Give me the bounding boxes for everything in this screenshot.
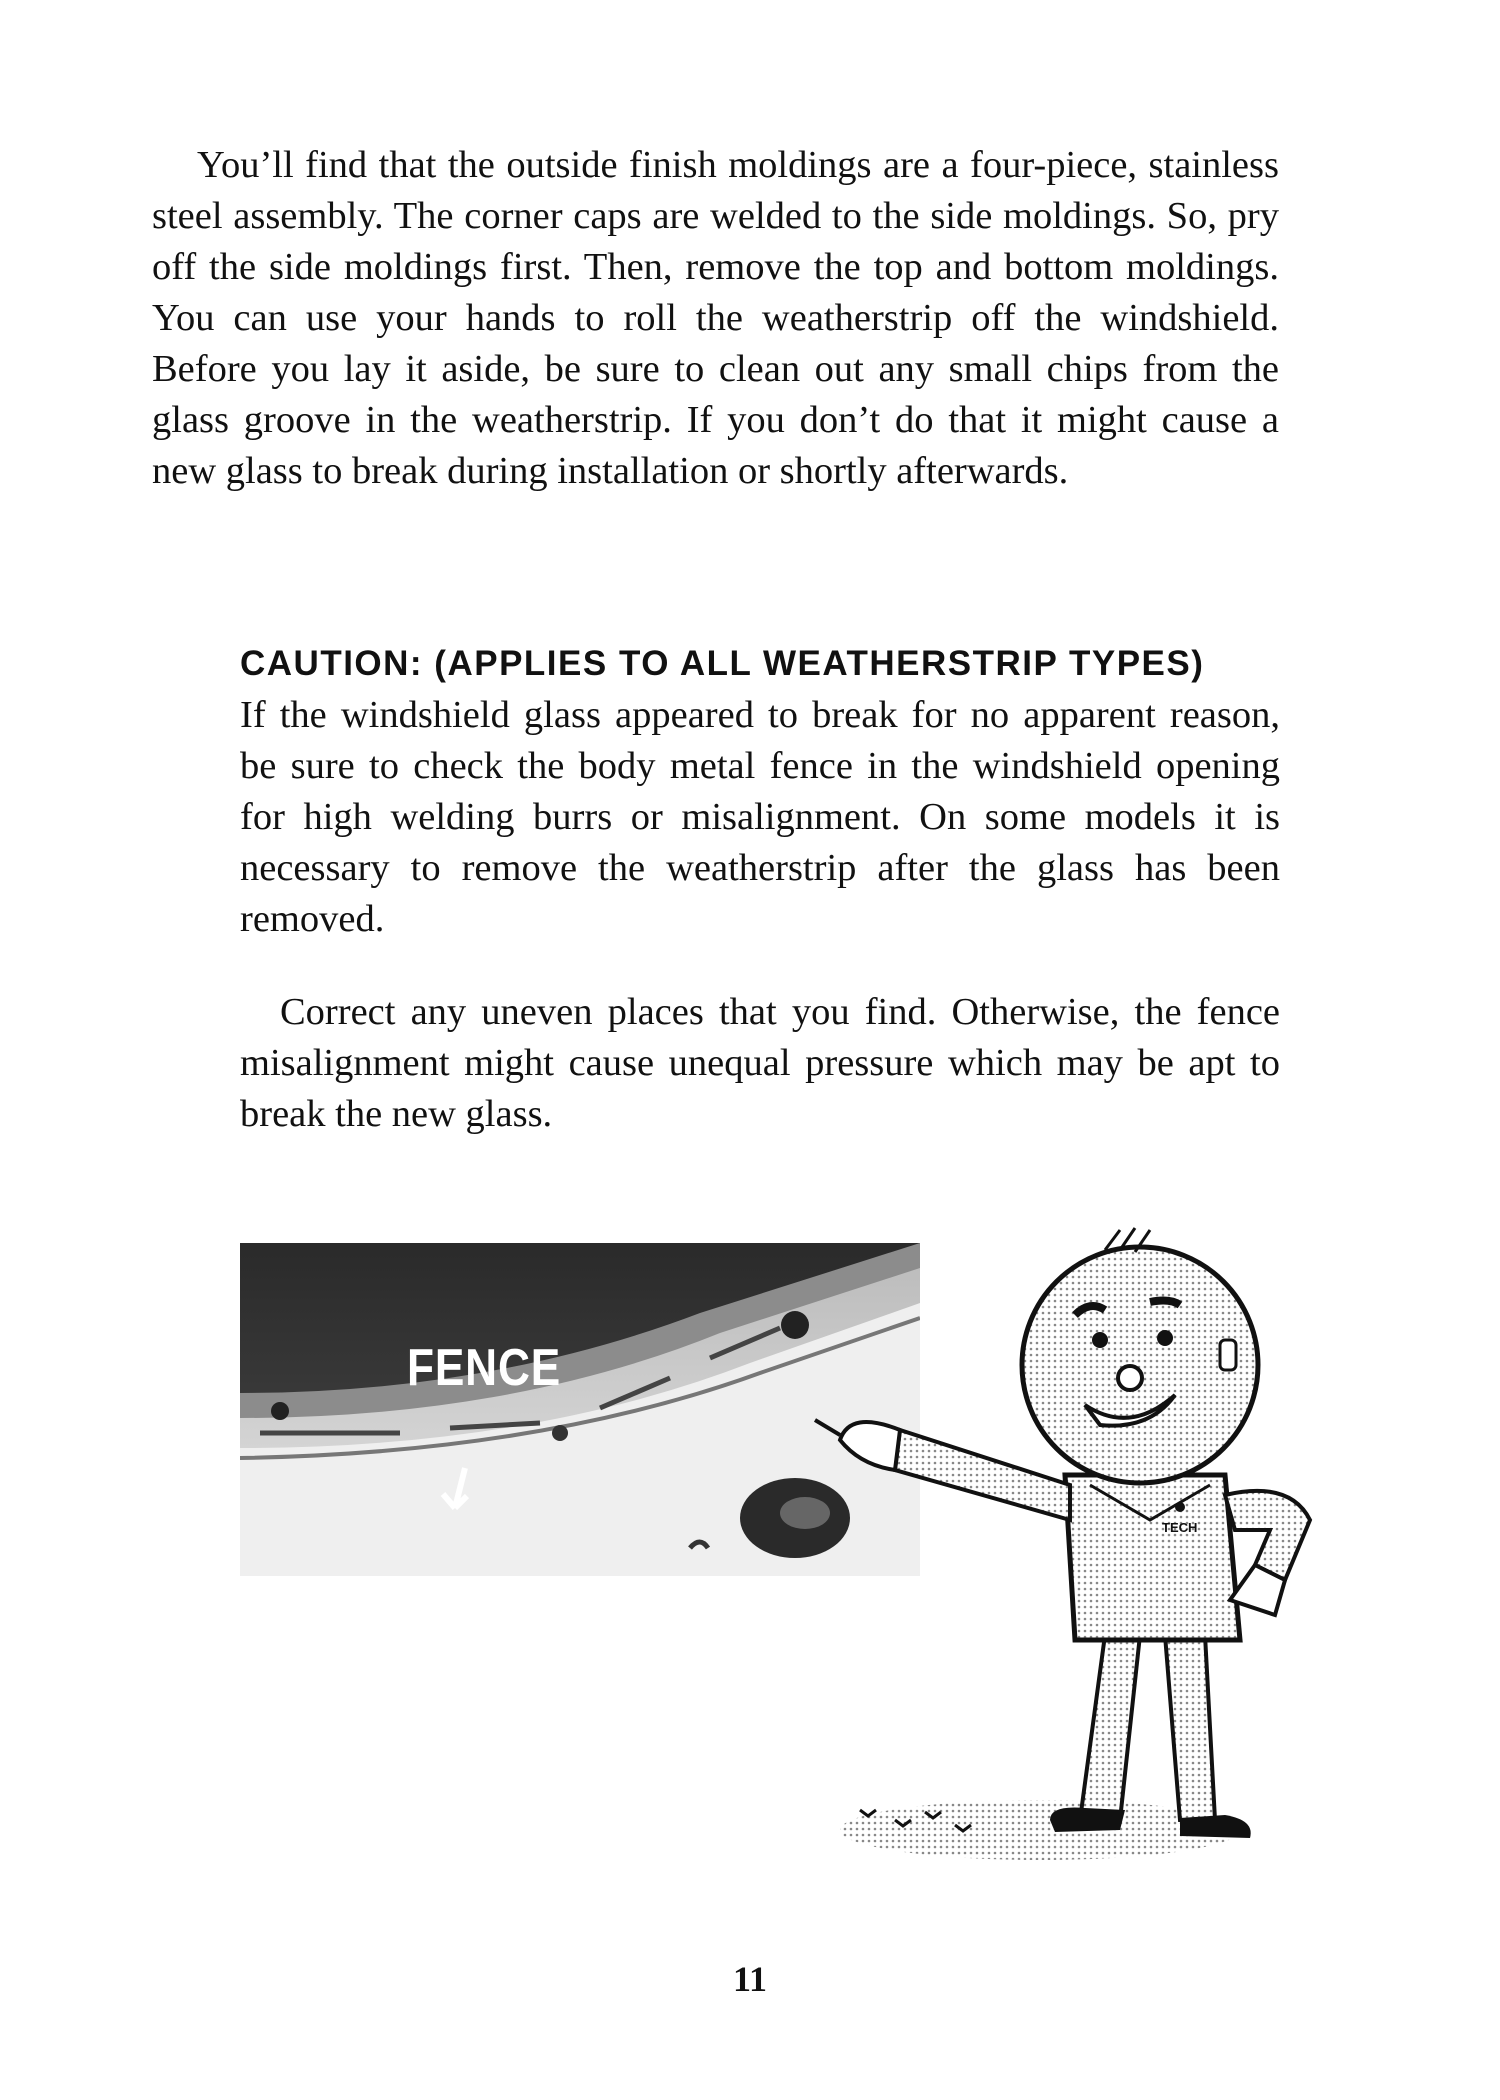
intro-paragraph: You’ll find that the outside finish moldings are a four-piece, stainless steel assembly. The corner caps are welded to the side moldings. So, pry off the side moldings first. Then, remove the top and bottom moldings. You can use your hands to roll the weatherstrip off the windshield. Before you lay it aside, be sure to clean out any small chips from the glass groove in the weatherstrip. If you don’t do that it might cause a new glass to break during installation or shortly afterwards. (152, 144, 1279, 492)
mascot-badge: TECH (1162, 1520, 1198, 1535)
caution-paragraph: If the windshield glass appeared to break for no apparent reason, be sure to check the body metal fence in the windshield opening for high welding burrs or misalignment. On some models it is necessary to remove the weatherstrip after the glass has been removed. (240, 694, 1280, 940)
tech-mascot-illustration (710, 1220, 1400, 1900)
page-number: 11 (732, 1959, 767, 1999)
correction-paragraph: Correct any uneven places that you find. Otherwise, the fence misalignment might cause unequal pressure which may be apt to break the new glass. (240, 991, 1280, 1135)
fence-label: FENCE (407, 1339, 562, 1397)
caution-heading: CAUTION: (APPLIES TO ALL WEATHERSTRIP TYPES) (240, 644, 1205, 683)
caution-block (240, 640, 1280, 945)
